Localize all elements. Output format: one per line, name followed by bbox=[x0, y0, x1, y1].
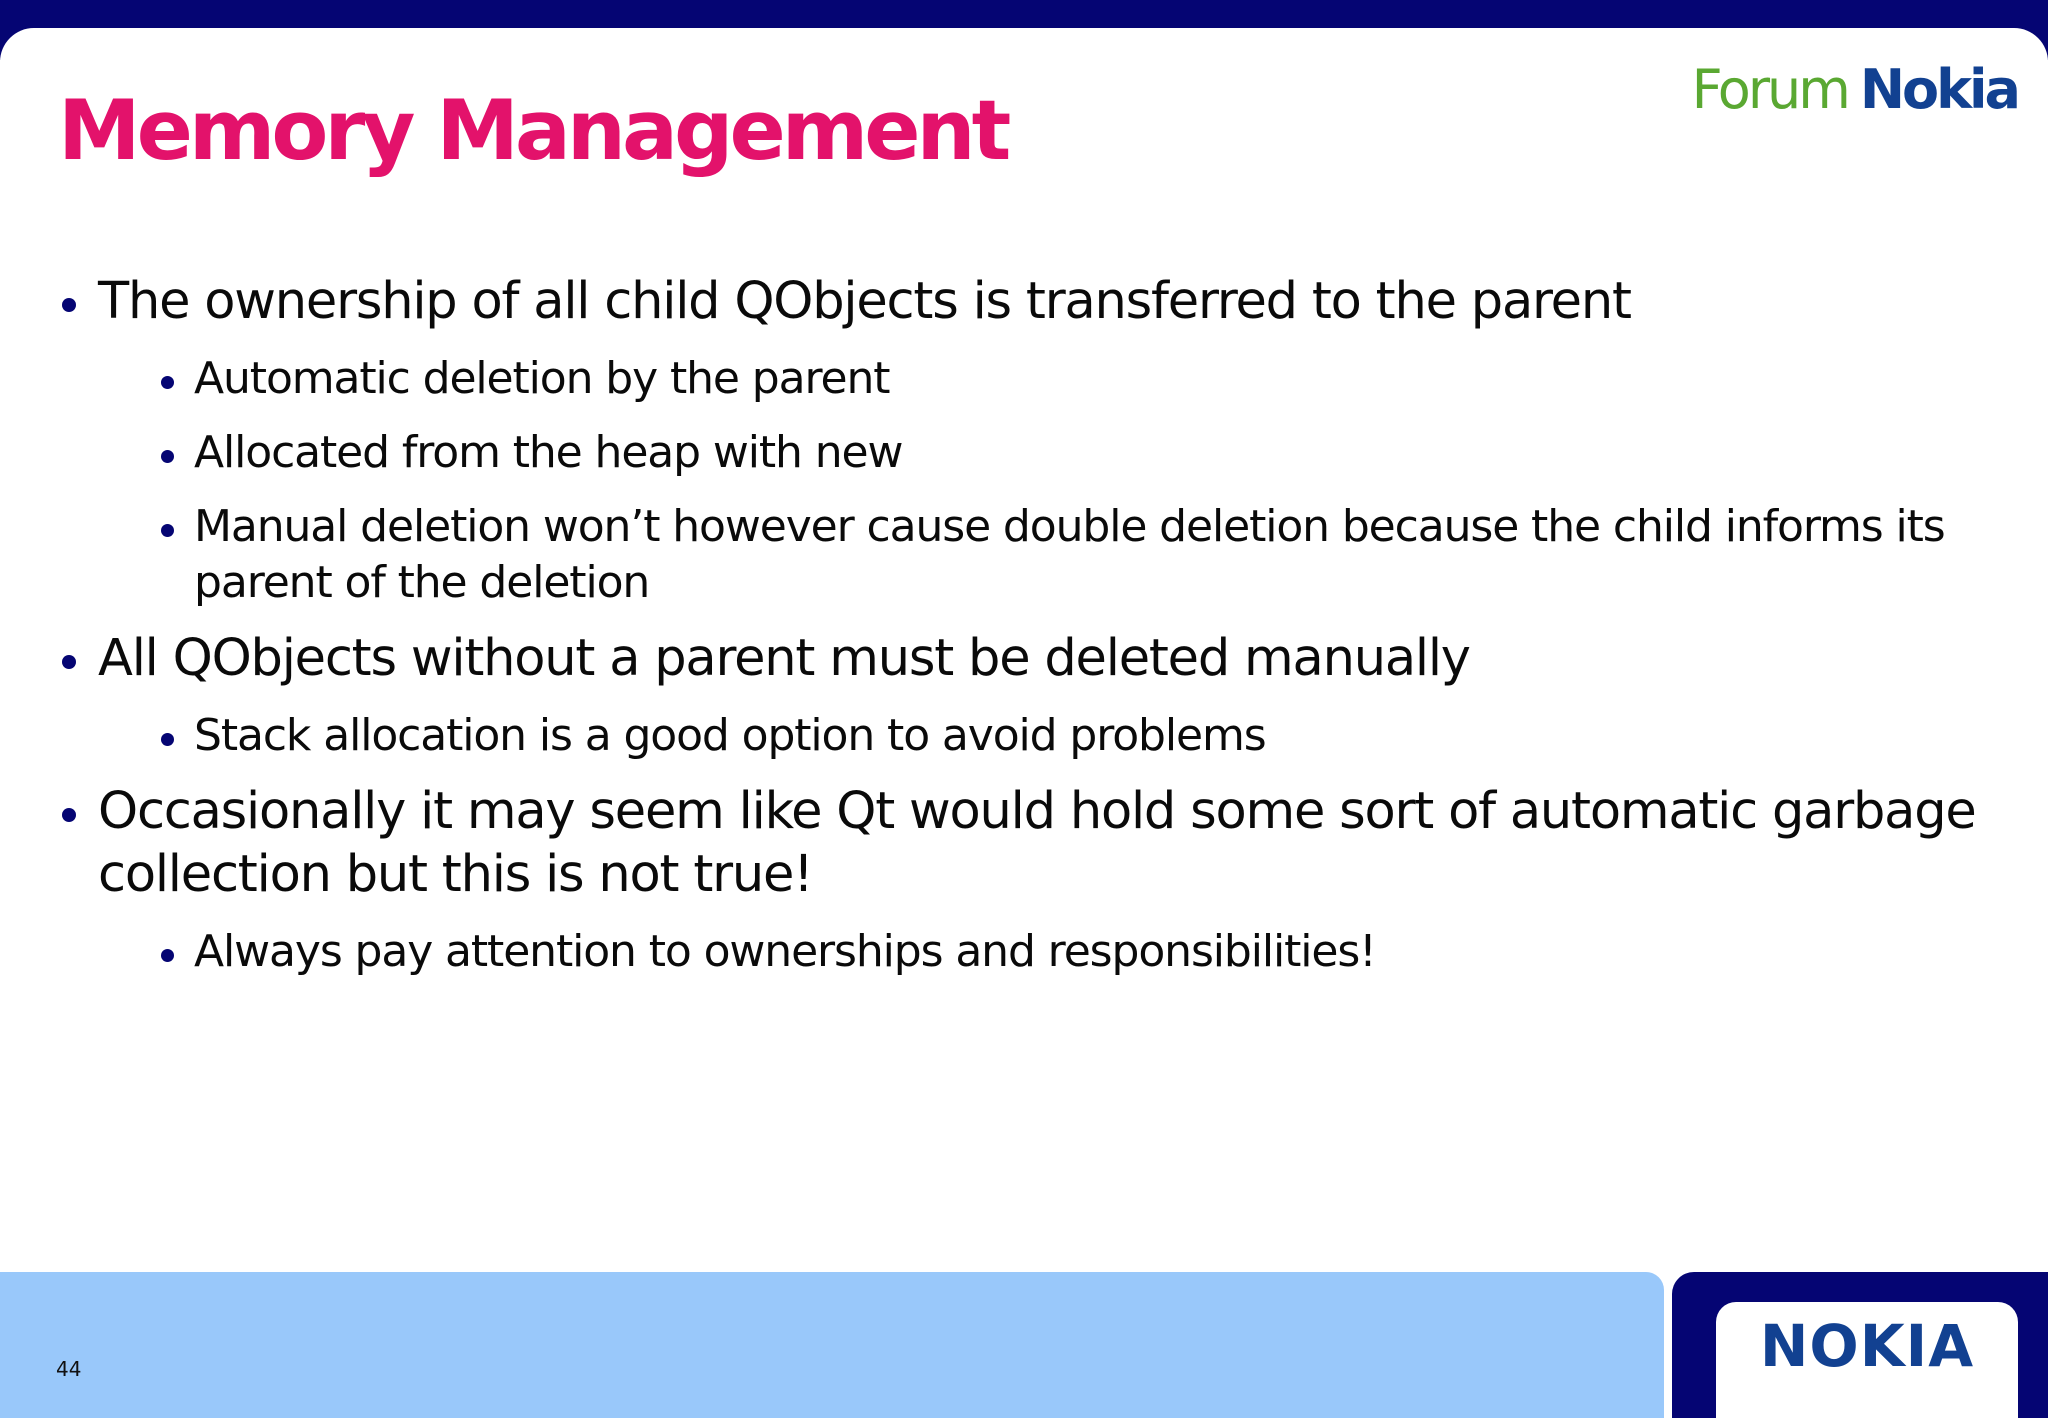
sub-bullet-item bbox=[157, 499, 1990, 611]
bullet-dot-icon bbox=[62, 655, 76, 669]
bullet-dot-icon bbox=[161, 450, 174, 463]
sub-bullet-text: Always pay attention to ownerships and responsibilities! bbox=[194, 926, 1376, 977]
bullet-dot-icon bbox=[161, 524, 174, 537]
bullet-item bbox=[60, 627, 1990, 690]
sub-bullet-text: Manual deletion won’t however cause double deletion because the child informs its parent of the deletion bbox=[194, 501, 1945, 608]
forum-nokia-logo bbox=[1692, 58, 2018, 121]
bullet-item bbox=[60, 780, 1990, 906]
bullet-dot-icon bbox=[161, 949, 174, 962]
sub-bullet-text: Stack allocation is a good option to avoid problems bbox=[194, 710, 1266, 761]
bullet-dot-icon bbox=[161, 733, 174, 746]
slide-title: Memory Management bbox=[58, 82, 1008, 179]
sub-bullet-text: Allocated from the heap with new bbox=[194, 427, 903, 478]
forum-logo-word: Forum bbox=[1691, 58, 1848, 121]
sub-bullet-item bbox=[157, 351, 1990, 407]
sub-bullet-item bbox=[157, 924, 1990, 980]
footer-band bbox=[0, 1272, 1664, 1418]
bullet-text: Occasionally it may seem like Qt would hold some sort of automatic garbage collection but this is not true! bbox=[98, 782, 1976, 904]
bullet-item bbox=[60, 270, 1990, 333]
bullet-dot-icon bbox=[62, 808, 76, 822]
page-number: 44 bbox=[56, 1357, 82, 1381]
bullet-text: All QObjects without a parent must be deleted manually bbox=[98, 629, 1470, 688]
sub-bullet-item bbox=[157, 425, 1990, 481]
nokia-logo-word: Nokia bbox=[1859, 58, 2018, 121]
footer-logo-panel bbox=[1716, 1302, 2018, 1418]
bullet-text: The ownership of all child QObjects is transferred to the parent bbox=[98, 272, 1631, 331]
sub-bullet-text: Automatic deletion by the parent bbox=[194, 353, 890, 404]
bullet-dot-icon bbox=[161, 376, 174, 389]
sub-bullet-item bbox=[157, 708, 1990, 764]
bullet-dot-icon bbox=[62, 298, 76, 312]
nokia-footer-logo: NOKIA bbox=[1759, 1312, 1975, 1380]
bullet-list bbox=[60, 270, 1990, 980]
